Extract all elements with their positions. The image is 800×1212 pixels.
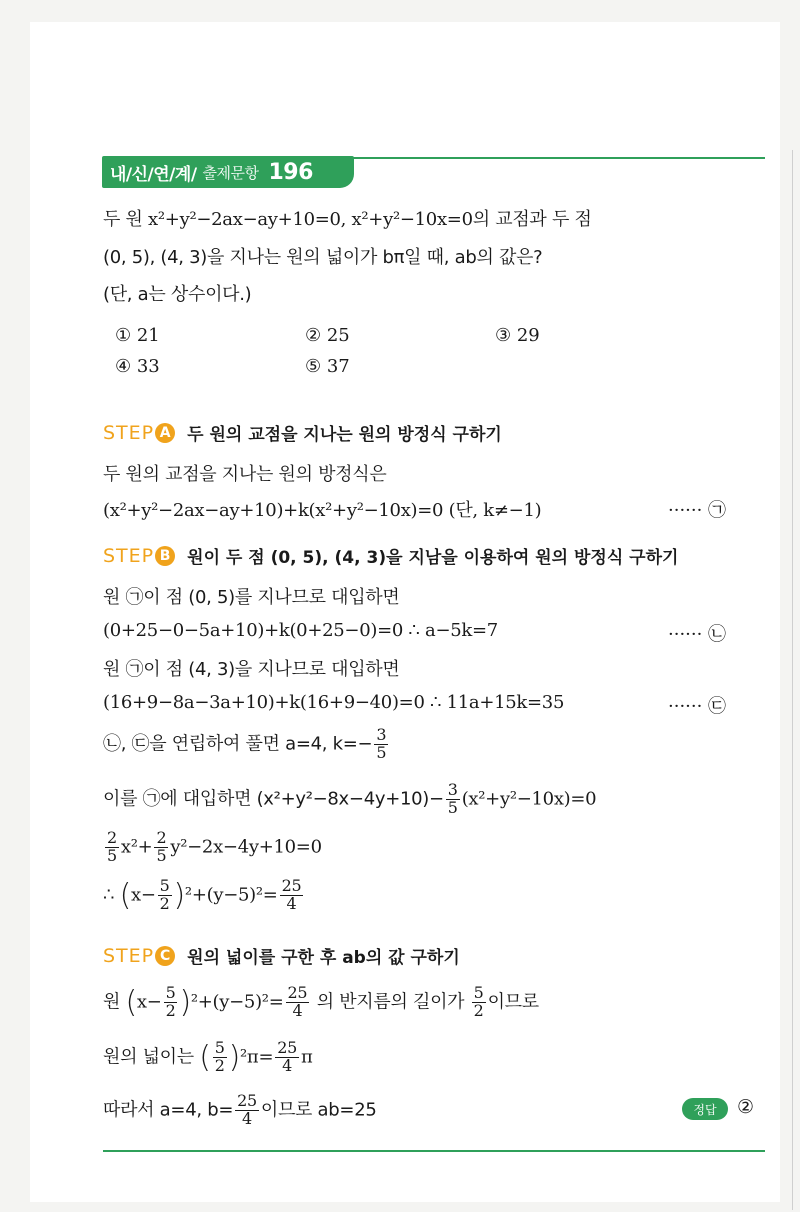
choice-3: ③ 29 [495,325,540,346]
problem-line-2: (0, 5), (4, 3)을 지나는 원의 넓이가 bπ일 때, ab의 값은? [103,247,543,268]
problem-equation: x²+y²−2ax−ay+10=0, x²+y²−10x=0 [148,209,473,230]
equation-part: y²−2x−4y+10=0 [170,836,322,858]
step-b-line-2: (0+25−0−5a+10)+k(0+25−0)=0 ∴ a−5k=7 [103,620,498,641]
step-b-line-6 [103,782,596,817]
right-paren-icon: ) [228,1040,240,1075]
numerator: 5 [473,983,484,1003]
header-subtitle: 출제문항 [202,163,259,182]
numerator: 3 [447,780,458,799]
left-paren-icon: ( [125,985,137,1020]
problem-text: 의 교점과 두 점 [472,209,592,230]
fraction [280,878,304,913]
left-paren-icon: ( [199,1040,211,1075]
denominator: 5 [107,845,117,865]
page-edge [792,150,793,1210]
text: 따라서 a=4, b= [103,1099,234,1121]
step-badge: B [155,546,175,566]
denominator: 4 [282,1056,293,1075]
solve-text: ㉡, ㉢을 연립하여 풀면 a=4, k=− [103,733,373,755]
equation-mark-1: ······ ㉠ [668,500,727,521]
step-b-line-7 [103,830,322,865]
substitute-text: 이를 ㉠에 대입하면 (x²+y²−8x−4y+10)− [103,788,444,810]
numerator: 25 [281,876,302,896]
numerator: 25 [287,983,308,1003]
equation-part: x²+ [120,836,153,858]
text: 이므로 ab=25 [260,1099,377,1121]
step-title: 두 원의 교점을 지나는 원의 방정식 구하기 [187,425,502,445]
equation-part: ²π= [240,1046,274,1068]
fraction [472,985,486,1020]
problem-text: 두 원 [103,209,149,230]
fraction [105,830,119,865]
equation-part: x− [136,991,162,1013]
fraction [164,985,178,1020]
step-title: 원이 두 점 (0, 5), (4, 3)을 지남을 이용하여 원의 방정식 구하기 [187,548,679,568]
numerator: 25 [277,1038,297,1058]
choice-5: ⑤ 37 [305,356,350,377]
step-c-line-1 [103,985,539,1020]
numerator: 2 [107,828,117,847]
fraction [286,985,310,1020]
numerator: 5 [214,1038,225,1058]
therefore-symbol: ∴ [103,884,115,906]
step-b-line-5 [103,727,390,762]
text: 이므로 [487,991,539,1013]
fraction [235,1093,259,1128]
denominator: 2 [165,1001,176,1020]
step-badge: A [155,423,175,443]
substitute-equation: (x²+y²−10x)=0 [461,788,597,810]
fraction [446,782,460,817]
answer-value: ② [737,1096,755,1118]
page [30,22,780,1202]
text: 의 반지름의 길이가 [316,991,465,1013]
denominator: 2 [473,1001,484,1020]
step-c-line-2 [103,1040,313,1075]
answer-badge: 정답 [682,1098,728,1120]
denominator: 4 [286,894,297,913]
equation-mark-3: ······ ㉢ [668,696,727,717]
step-word: STEP [103,421,155,444]
footer-rule [103,1150,765,1152]
numerator: 3 [376,725,387,744]
equation-part: ²+(y−5)²= [190,991,284,1013]
step-word: STEP [103,544,155,567]
choice-2: ② 25 [305,325,350,346]
step-b-line-4: (16+9−8a−3a+10)+k(16+9−40)=0 ∴ 11a+15k=35 [103,692,565,713]
fraction [154,830,168,865]
left-paren-icon: ( [119,878,131,913]
denominator: 5 [447,797,458,817]
step-word: STEP [103,944,155,967]
denominator: 4 [242,1108,252,1128]
step-b-heading [103,543,678,568]
right-paren-icon: ) [173,878,185,913]
text: 원 [103,991,121,1013]
problem-header-tag [102,156,354,188]
equation-part: x− [130,884,156,906]
denominator: 4 [292,1001,303,1020]
numerator: 25 [237,1091,257,1110]
right-paren-icon: ) [179,985,191,1020]
denominator: 2 [159,894,170,913]
problem-line-1 [103,205,592,231]
fraction [275,1040,299,1075]
fraction [374,727,388,762]
fraction [213,1040,227,1075]
step-c-line-3 [103,1093,377,1128]
choice-1: ① 21 [115,325,160,346]
numerator: 5 [159,876,170,896]
denominator: 5 [376,742,387,762]
header-tag-text: 내/신/연/계/ [110,164,197,185]
choice-4: ④ 33 [115,356,160,377]
problem-line-3: (단, a는 상수이다.) [103,284,252,305]
text: 원의 넓이는 [103,1046,194,1068]
step-b-line-1: 원 ㉠이 점 (0, 5)를 지나므로 대입하면 [103,587,400,608]
step-a-line-2: (x²+y²−2ax−ay+10)+k(x²+y²−10x)=0 (단, k≠−1) [103,500,542,521]
equation-part: ²+(y−5)²= [184,884,278,906]
step-b-line-3: 원 ㉠이 점 (4, 3)을 지나므로 대입하면 [103,659,400,680]
numerator: 2 [156,828,167,847]
fraction [158,878,172,913]
problem-number: 196 [268,159,313,185]
step-a-heading [103,420,502,445]
step-c-heading [103,943,460,968]
step-a-line-1: 두 원의 교점을 지나는 원의 방정식은 [103,464,387,485]
step-title: 원의 넓이를 구한 후 ab의 값 구하기 [187,948,460,968]
equation-part: π [301,1046,313,1068]
numerator: 5 [165,983,176,1003]
step-b-line-8 [103,878,305,913]
denominator: 5 [156,845,167,865]
step-badge: C [155,946,175,966]
equation-mark-2: ······ ㉡ [668,624,727,645]
denominator: 2 [214,1056,225,1075]
